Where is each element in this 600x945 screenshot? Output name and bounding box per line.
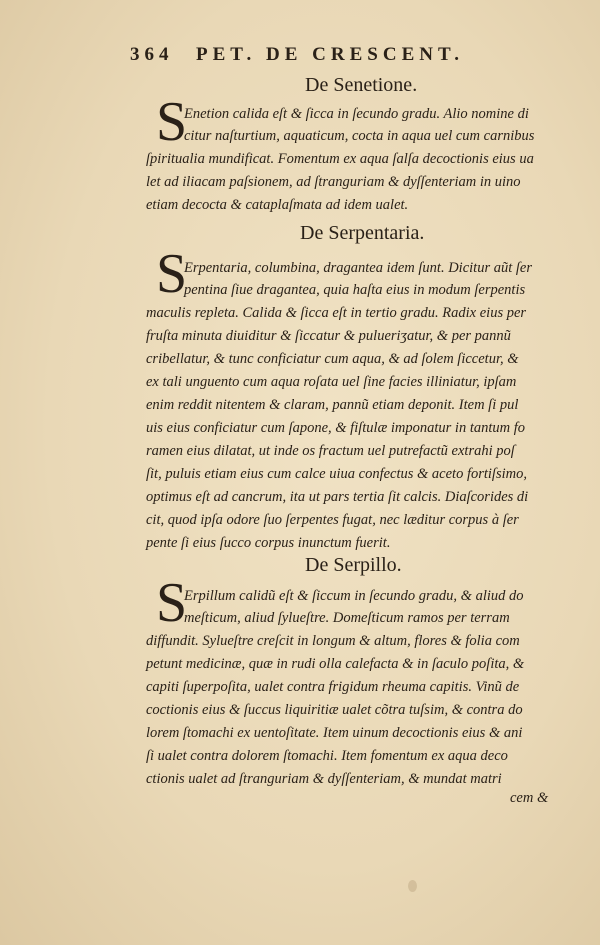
text-line: ramen eius dilatat, ut inde os fractum uel putrefactũ extrahi poſ (146, 443, 515, 459)
text-line: ctionis ualet ad ſtranguriam & dyſſenteriam, & mundat matri (146, 771, 502, 787)
text-line: pentina ſiue dragantea, quia haſta eius in modum ſerpentis (184, 282, 526, 298)
dropcap-letter: S (156, 91, 188, 153)
running-title: PET. DE CRESCENT. (196, 44, 464, 65)
catchword: cem & (510, 790, 549, 806)
text-line: cit, quod ipſa odore ſuo ſerpentes fugat, nec læditur corpus à ſer (146, 512, 519, 528)
text-line: Erpillum calidũ eſt & ſiccum in ſecundo gradu, & aliud do (184, 588, 524, 604)
text-line: ſit, puluis etiam eius cum calce uiua confectus & aceto fortiſsimo, (146, 466, 527, 482)
section-title-serpillo: De Serpillo. (305, 554, 402, 576)
text-line: coctionis eius & ſuccus liquiritiæ ualet cõtra tuſsim, & contra do (146, 702, 523, 718)
text-line: citur naſturtium, aquaticum, cocta in aqua uel cum carnibus (184, 128, 535, 144)
text-line: Erpentaria, columbina, dragantea idem ſunt. Dicitur aũt ſer (184, 260, 532, 276)
text-line: cribellatur, & tunc conficiatur cum aqua, & ad ſolem ſiccetur, & (146, 351, 519, 367)
text-line: uis eius conficiatur cum ſapone, & fiſtulæ imponatur in tantum fo (146, 420, 526, 436)
text-line: enim reddit nitentem & claram, pannũ etiam deponit. Item ſi pul (146, 397, 519, 413)
paper-stain (408, 880, 417, 892)
dropcap-letter: S (156, 243, 188, 305)
dropcap-letter: S (156, 572, 188, 634)
text-line: pente ſi eius ſucco corpus inunctum fuerit. (146, 535, 391, 551)
page-header (130, 44, 530, 74)
text-line: maculis repleta. Calida & ſicca eſt in tertio gradu. Radix eius per (146, 305, 527, 321)
text-line: etiam decocta & cataplaſmata ad idem ualet. (146, 197, 409, 213)
text-line: optimus eſt ad cancrum, ita ut pars tertia ſit calcis. Diaſcorides di (146, 489, 529, 505)
text-line: lorem ſtomachi ex uentoſitate. Item uinum decoctionis eius & ani (146, 725, 523, 741)
text-line: let ad iliacam paſsionem, ad ſtranguriam & dyſſenteriam in uino (146, 174, 521, 190)
text-line: capiti ſuperpoſita, ualet contra frigidum rheuma capitis. Vinũ de (146, 679, 520, 695)
section-title-serpentaria: De Serpentaria. (300, 222, 425, 244)
text-line: Enetion calida eſt & ſicca in ſecundo gradu. Alio nomine di (184, 106, 529, 122)
text-line: ſi ualet contra dolorem ſtomachi. Item fomentum ex aqua deco (146, 748, 508, 764)
text-line: diffundit. Sylueſtre creſcit in longum & altum, flores & folia com (146, 633, 520, 649)
text-line: petunt medicinæ, quæ in rudi olla calefacta & in ſaculo poſita, & (146, 656, 525, 672)
page-number: 364 (130, 44, 174, 65)
text-line: ſpiritualia mundificat. Fomentum ex aqua ſalſa decoctionis eius ua (146, 151, 534, 167)
text-line: meſticum, aliud ſylueſtre. Domeſticum ramos per terram (184, 610, 510, 626)
text-line: fruſta minuta diuiditur & ſiccatur & pulueriʒatur, & per pannũ (146, 328, 511, 344)
text-line: ex tali unguento cum aqua roſata uel ſine facies illiniatur, ipſam (146, 374, 517, 390)
section-title-senetione: De Senetione. (305, 74, 418, 96)
